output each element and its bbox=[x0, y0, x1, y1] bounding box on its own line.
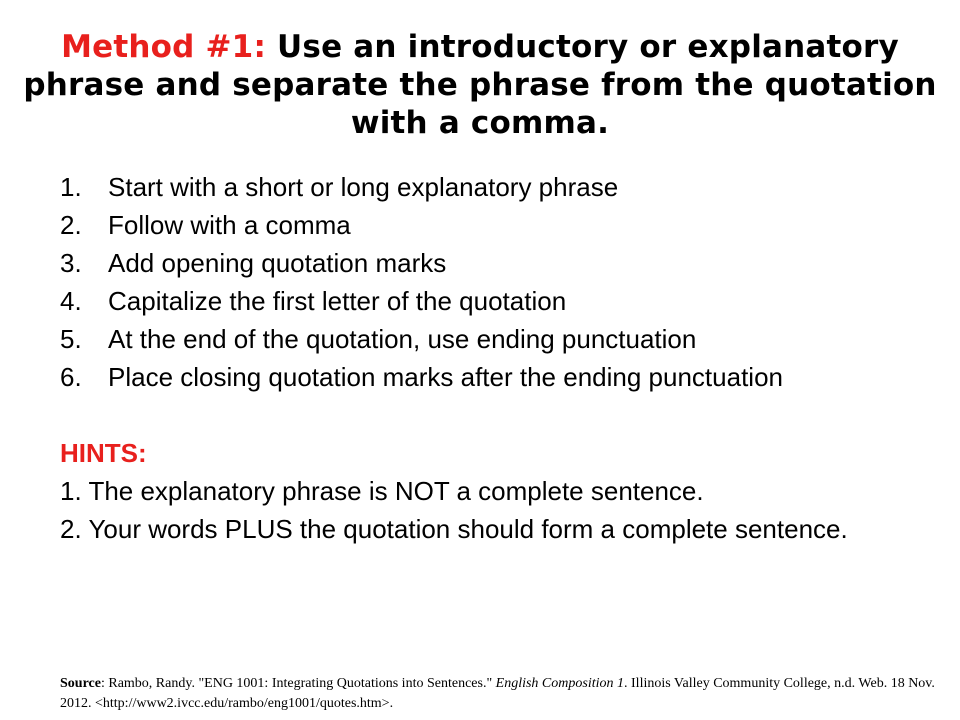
list-item bbox=[60, 282, 950, 320]
list-item bbox=[60, 358, 950, 396]
step-text: Add opening quotation marks bbox=[108, 248, 447, 278]
step-text: Capitalize the first letter of the quotation bbox=[108, 286, 567, 316]
hints-heading: HINTS: bbox=[60, 438, 147, 468]
source-citation bbox=[60, 674, 940, 714]
step-number: 6. bbox=[60, 362, 82, 392]
steps-list bbox=[60, 168, 950, 396]
hints-list bbox=[60, 476, 930, 552]
list-item bbox=[60, 244, 950, 282]
step-number: 1. bbox=[60, 172, 82, 202]
step-text: At the end of the quotation, use ending punctuation bbox=[108, 324, 697, 354]
hint-item: 2. Your words PLUS the quotation should form a complete sentence. bbox=[60, 514, 848, 544]
step-text: Place closing quotation marks after the ending punctuation bbox=[108, 362, 783, 392]
step-text: Follow with a comma bbox=[108, 210, 351, 240]
title-text: Use an introductory or explanatory phrase and separate the phrase from the quotation with a comma. bbox=[23, 29, 937, 141]
step-text: Start with a short or long explanatory phrase bbox=[108, 172, 619, 202]
title-lead: Method #1: bbox=[61, 29, 267, 65]
slide-title bbox=[20, 28, 940, 142]
list-item bbox=[60, 168, 950, 206]
step-number: 5. bbox=[60, 324, 82, 354]
source-author: : Rambo, Randy. "ENG 1001: Integrating Quotations into Sentences." bbox=[100, 676, 496, 691]
step-number: 3. bbox=[60, 248, 82, 278]
step-number: 2. bbox=[60, 210, 82, 240]
list-item bbox=[60, 320, 950, 358]
hint-item: 1. The explanatory phrase is NOT a complete sentence. bbox=[60, 476, 704, 506]
source-publication: English Composition 1 bbox=[495, 676, 625, 691]
step-number: 4. bbox=[60, 286, 82, 316]
list-item bbox=[60, 206, 950, 244]
source-rest: . Illinois Valley Community College, n.d. Web. 18 Nov. 2012. <http://www2.ivcc.edu/rambo/eng1001/quotes.htm>. bbox=[60, 676, 935, 711]
source-label: Source bbox=[60, 676, 101, 691]
